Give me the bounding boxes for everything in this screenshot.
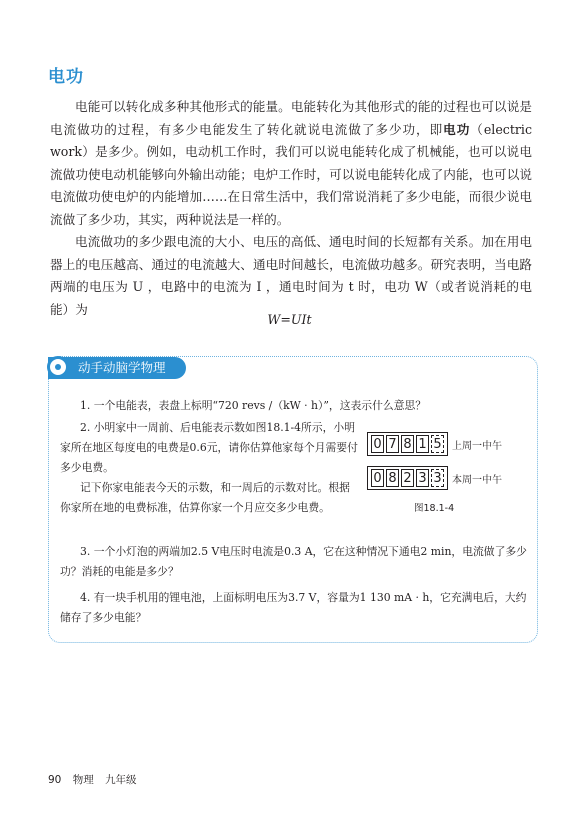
meter-this-week xyxy=(367,466,502,490)
paragraph-1-text-a: 电能可以转化成多种其他形式的能量。电能转化为其他形式的能的过程也可以说是电流做功的过程，有多少电能发生了转化就说电流做了多少功，即 xyxy=(50,99,532,137)
meter-digit: 8 xyxy=(401,435,414,453)
target-icon xyxy=(47,356,69,378)
meter-last-week xyxy=(367,432,502,456)
question-3: 3. 一个小灯泡的两端加2.5 V电压时电流是0.3 A，它在这种情况下通电2 min，电流做了多少功？消耗的电能是多少？ xyxy=(60,545,527,578)
grade: 九年级 xyxy=(105,774,137,786)
question-4: 4. 有一块手机用的锂电池，上面标明电压为3.7 V，容量为1 130 mA · h，它充满电后，大约储存了多少电能？ xyxy=(60,591,527,624)
subject: 物理 xyxy=(72,774,94,786)
meter-digit-decimal: 5 xyxy=(431,435,444,453)
meter-digit-decimal: 3 xyxy=(431,469,444,487)
meter-digit: 0 xyxy=(371,469,384,487)
paragraph-2-text: 电流做功的多少跟电流的大小、电压的高低、通电时间的长短都有关系。加在用电器上的电压越高、通过的电流越大、通电时间越长，电流做功越多。研究表明，当电路两端的电压为 U ，电路中的电流为 I ，通电时间为 t 时，电功 W（或者说消耗的电能）为 xyxy=(50,234,532,317)
paragraph-2 xyxy=(50,231,532,321)
activity-header: 动手动脑学物理 xyxy=(48,357,186,379)
meter-digit: 7 xyxy=(386,435,399,453)
meter-digits xyxy=(367,432,448,456)
meter-digits xyxy=(367,466,448,490)
meter-digit: 0 xyxy=(371,435,384,453)
meter-label: 本周一中午 xyxy=(452,474,502,486)
page-footer xyxy=(48,772,145,787)
section-title: 电功 xyxy=(48,67,84,87)
term-electric-work: 电功 xyxy=(443,121,471,137)
figure-caption: 图18.1-4 xyxy=(414,503,455,514)
page-number: 90 xyxy=(48,774,62,786)
meter-label: 上周一中午 xyxy=(452,440,502,452)
question-2-part-1: 2. 小明家中一周前、后电能表示数如图18.1-4所示，小明家所在地区每度电的电费是0.6元，请你估算他家每个月需要付多少电费。 xyxy=(60,421,358,474)
meter-digit: 3 xyxy=(416,469,429,487)
meter-digit: 2 xyxy=(401,469,414,487)
paragraph-1 xyxy=(50,96,532,231)
paragraph-1-text-b: （electric work）是多少。例如，电动机工作时，我们可以说电能转化成了机械能，也可以说电流做功使电动机能够向外输出动能；电炉工作时，可以说电能转化成了内能，也可以说电流做功使电炉的内能增加……在日常生活中，我们常说消耗了多少电能，而很少说电流做了多少功，其实，两种说法是一样的。 xyxy=(50,121,533,227)
question-1: 1. 一个电能表，表盘上标明“720 revs /（kW · h）”，这表示什么意思？ xyxy=(80,399,427,412)
equation: W=UIt xyxy=(267,312,312,327)
question-2 xyxy=(60,418,358,518)
meter-digit: 1 xyxy=(416,435,429,453)
question-2-part-2: 记下你家电能表今天的示数，和一周后的示数对比。根据你家所在地的电费标准，估算你家一个月应交多少电费。 xyxy=(60,481,350,514)
meter-digit: 8 xyxy=(386,469,399,487)
